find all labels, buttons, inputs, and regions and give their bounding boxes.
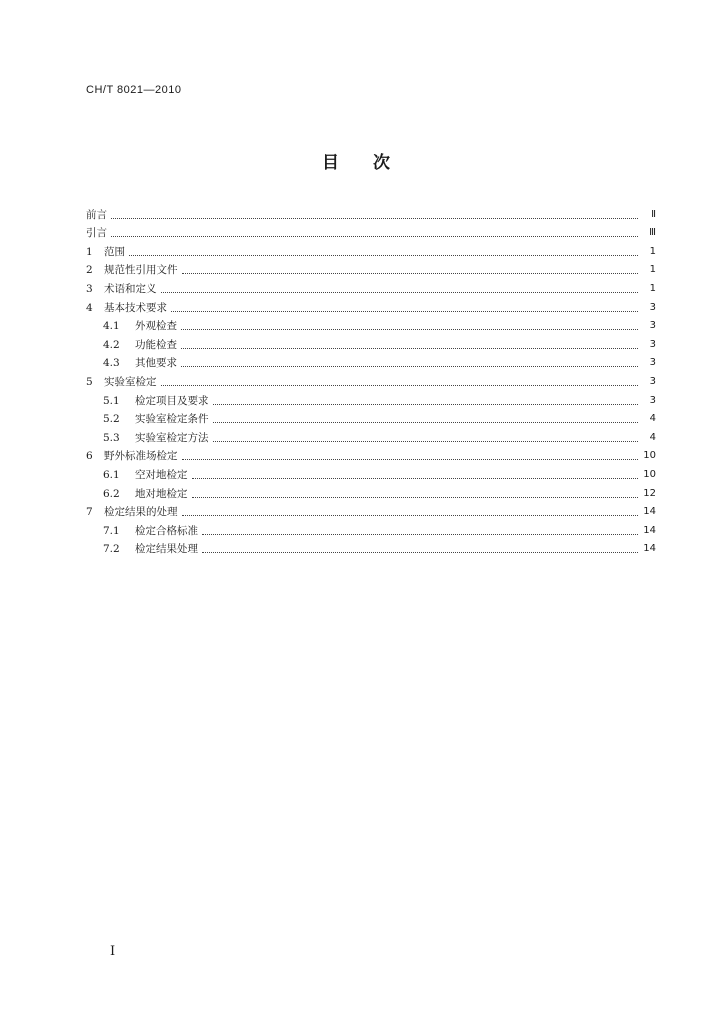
toc-leader-dots — [161, 384, 639, 386]
toc-entry-number: 1 — [86, 245, 93, 258]
toc-entry-page: 4 — [649, 413, 656, 425]
toc-entry[interactable] — [86, 351, 656, 370]
toc-entry-page: 14 — [643, 524, 656, 536]
toc-entry[interactable] — [86, 537, 656, 556]
toc-entry-label: 其他要求 — [135, 357, 177, 370]
toc-entry-number: 5 — [86, 375, 93, 388]
toc-entry-label: 空对地检定 — [135, 468, 188, 481]
toc-entry[interactable] — [86, 481, 656, 500]
toc-entry-page: 10 — [643, 468, 656, 480]
toc-entry-number: 5.2 — [103, 413, 120, 426]
toc-entry-label: 野外标准场检定 — [104, 450, 178, 463]
toc-entry-page: 1 — [649, 245, 656, 257]
toc-entry-page: 3 — [649, 320, 656, 332]
toc-entry-number: 6 — [86, 450, 93, 463]
toc-entry-label: 前言 — [86, 208, 107, 221]
toc-entry[interactable] — [86, 369, 656, 388]
toc-leader-dots — [182, 272, 639, 274]
toc-entry-number: 5.1 — [103, 394, 120, 407]
toc-leader-dots — [192, 477, 639, 479]
toc-leader-dots — [161, 291, 639, 293]
toc-entry-page: 1 — [649, 282, 656, 294]
toc-entry-page: 4 — [649, 431, 656, 443]
toc-entry-page: 10 — [643, 450, 656, 462]
toc-entry-page: 3 — [649, 375, 656, 387]
toc-entry-page: 12 — [643, 487, 656, 499]
toc-entry-number: 7.2 — [103, 543, 120, 556]
toc-entry[interactable] — [86, 444, 656, 463]
toc-entry-page: 3 — [649, 394, 656, 406]
toc-entry-label: 范围 — [104, 245, 125, 258]
toc-entry-page: 3 — [649, 338, 656, 350]
toc-entry[interactable] — [86, 202, 656, 221]
toc-entry-label: 实验室检定条件 — [135, 413, 209, 426]
toc-leader-dots — [111, 217, 638, 219]
toc-title — [0, 148, 712, 173]
toc-entry-page: 3 — [649, 357, 656, 369]
toc-entry-label: 基本技术要求 — [104, 301, 167, 314]
toc-entry-number: 7.1 — [103, 524, 120, 537]
toc-entry-label: 规范性引用文件 — [104, 264, 178, 277]
toc-entry-number: 6.2 — [103, 487, 120, 500]
toc-entry-label: 检定结果处理 — [135, 543, 198, 556]
toc-entry[interactable] — [86, 221, 656, 240]
toc-entry-label: 外观检查 — [135, 320, 177, 333]
toc-entry-page: 14 — [643, 506, 656, 518]
toc-entry-label: 检定结果的处理 — [104, 506, 178, 519]
toc-leader-dots — [171, 310, 638, 312]
toc-entry-label: 实验室检定 — [104, 375, 157, 388]
toc-entry[interactable] — [86, 239, 656, 258]
toc-title-char-1: 目 — [322, 153, 340, 173]
toc-entry-number: 2 — [86, 264, 93, 277]
toc-entry-label: 实验室检定方法 — [135, 431, 209, 444]
toc-entry[interactable] — [86, 407, 656, 426]
toc-leader-dots — [182, 514, 639, 516]
toc-leader-dots — [202, 551, 638, 553]
toc-entry[interactable] — [86, 500, 656, 519]
toc-entry-page: Ⅱ — [651, 208, 656, 220]
toc-entry-label: 功能检查 — [135, 338, 177, 351]
standard-code: CH/T 8021—2010 — [86, 84, 182, 96]
toc-entry-number: 7 — [86, 506, 93, 519]
toc-entry-number: 4 — [86, 301, 93, 314]
toc-entry[interactable] — [86, 518, 656, 537]
toc-entry-number: 6.1 — [103, 468, 120, 481]
toc-entry-page: 3 — [649, 301, 656, 313]
toc-entry-number: 4.1 — [103, 320, 120, 333]
toc-leader-dots — [181, 347, 638, 349]
toc-entry[interactable] — [86, 425, 656, 444]
table-of-contents — [86, 202, 656, 555]
toc-entry-label: 引言 — [86, 227, 107, 240]
toc-entry-label: 地对地检定 — [135, 487, 188, 500]
toc-leader-dots — [213, 421, 639, 423]
toc-entry-page: 14 — [643, 543, 656, 555]
toc-entry-number: 4.2 — [103, 338, 120, 351]
toc-leader-dots — [111, 235, 638, 237]
toc-leader-dots — [182, 458, 639, 460]
toc-entry-number: 3 — [86, 282, 93, 295]
toc-entry[interactable] — [86, 258, 656, 277]
toc-entry[interactable] — [86, 295, 656, 314]
toc-leader-dots — [181, 328, 638, 330]
toc-leader-dots — [213, 440, 639, 442]
toc-entry-label: 术语和定义 — [104, 282, 157, 295]
toc-title-char-2: 次 — [372, 153, 390, 173]
page-folio: I — [110, 944, 116, 959]
toc-leader-dots — [192, 496, 639, 498]
toc-leader-dots — [181, 365, 638, 367]
toc-leader-dots — [129, 254, 638, 256]
toc-entry-page: 1 — [649, 264, 656, 276]
toc-entry[interactable] — [86, 332, 656, 351]
toc-entry[interactable] — [86, 276, 656, 295]
toc-entry-page: Ⅲ — [649, 227, 656, 239]
toc-entry[interactable] — [86, 388, 656, 407]
toc-entry-label: 检定合格标准 — [135, 524, 198, 537]
toc-entry[interactable] — [86, 462, 656, 481]
toc-leader-dots — [213, 403, 639, 405]
toc-entry-label: 检定项目及要求 — [135, 394, 209, 407]
toc-leader-dots — [202, 533, 638, 535]
toc-entry-number: 4.3 — [103, 357, 120, 370]
toc-entry[interactable] — [86, 314, 656, 333]
toc-entry-number: 5.3 — [103, 431, 120, 444]
